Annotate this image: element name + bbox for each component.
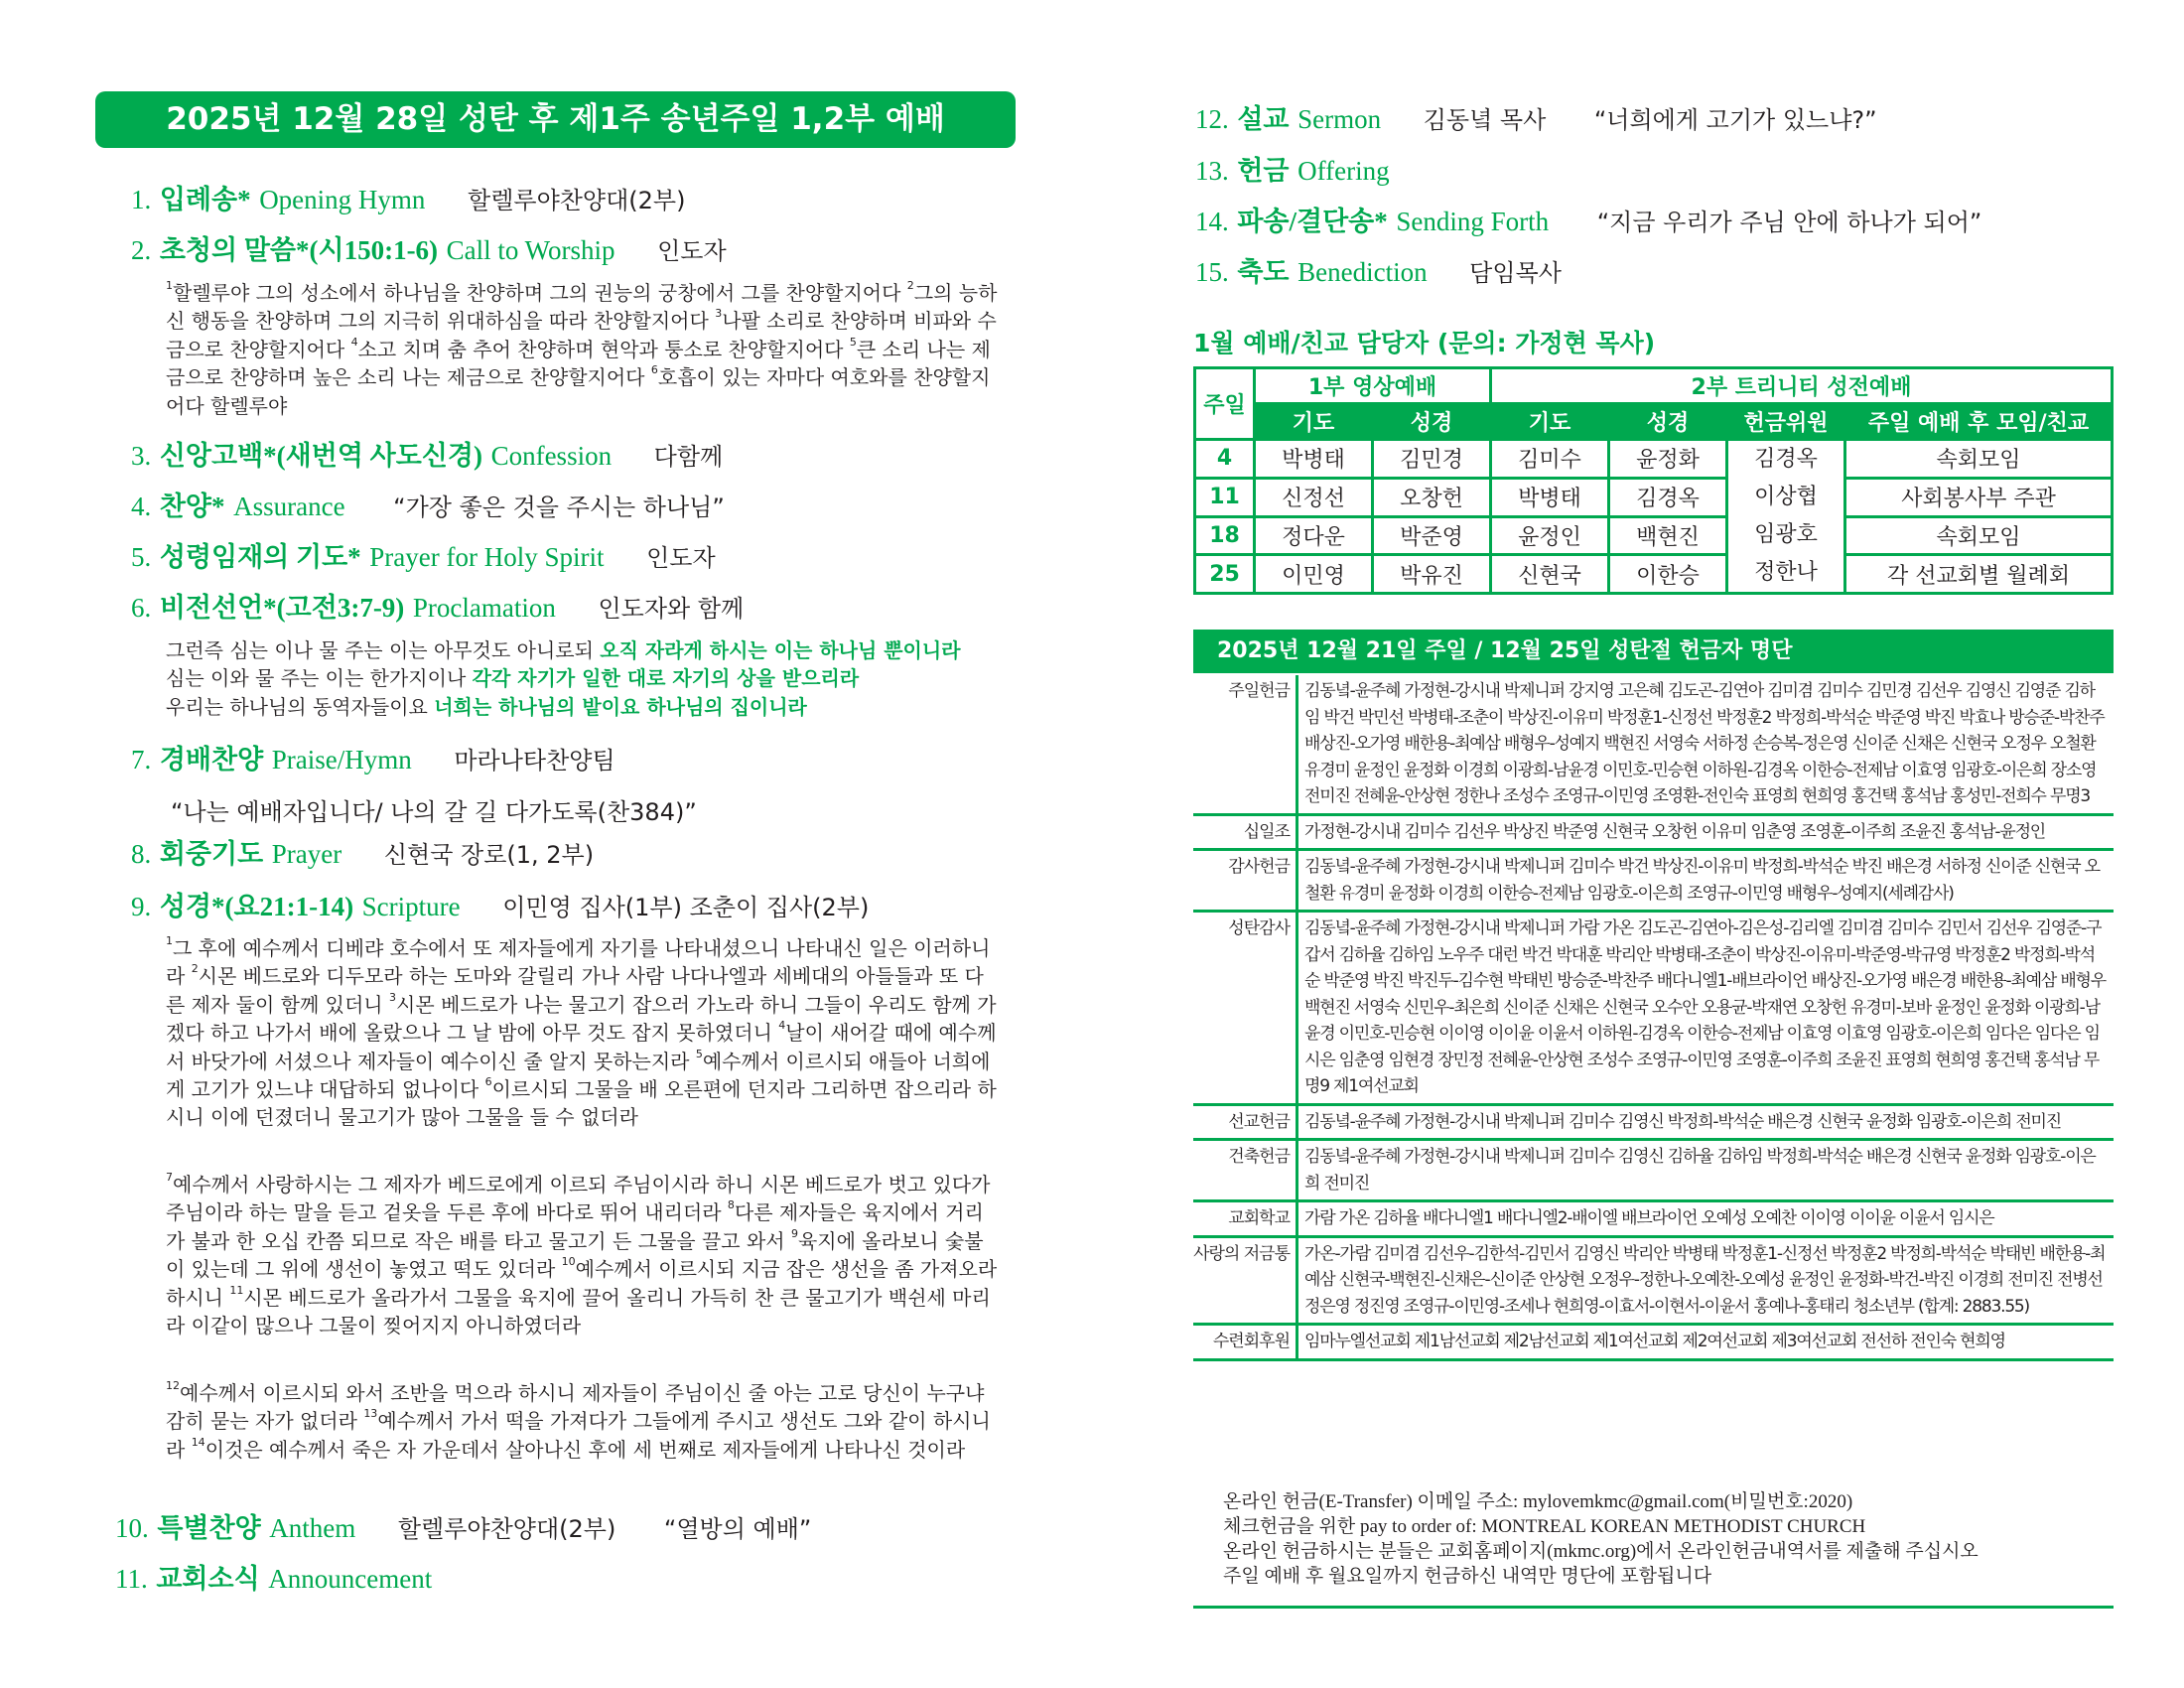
donor-category: 건축헌금 (1193, 1141, 1298, 1199)
scripture-paragraph (166, 1171, 1000, 1339)
verse-number: 1 (166, 279, 173, 292)
cell: 이한승 (1609, 555, 1727, 594)
verse-text: 이것은 예수께서 죽은 자 가운데서 살아나신 후에 세 번째로 제자들에게 나타나신 것이라 (205, 1437, 966, 1462)
item-title-en: Benediction (1297, 257, 1428, 287)
verse-text: 호흡이 있는 자마다 여호와를 찬양할지어다 할렐루야 (166, 365, 991, 418)
week-cell: 4 (1195, 440, 1255, 479)
cell: 이민영 (1255, 555, 1373, 594)
verse-text: 이르시되 그물을 배 오른편에 던지라 그리하면 잡으리라 하시니 이에 던졌더니 물고기가 많아 그물을 들 수 없더라 (166, 1077, 997, 1130)
verse-text: 예수께서 이르시되 와서 조반을 먹으라 하시니 제자들이 주님이신 줄 아는 고로 당신이 누구냐 감히 묻는 자가 없더라 (166, 1381, 985, 1434)
item-title-en: Prayer (271, 839, 342, 869)
verse-text: 예수께서 이르시되 애들아 너희에게 고기가 있느냐 대답하되 없나이다 (166, 1049, 991, 1102)
proclamation-line (166, 636, 1000, 664)
item-number: 11. (115, 1564, 148, 1594)
item-number: 15. (1195, 257, 1229, 287)
item-leader: 할렐루야찬양대(2부) (397, 1515, 616, 1543)
cell: 사회봉사부 주관 (1845, 478, 2113, 516)
order-item-benediction (1195, 255, 1562, 290)
verse-text: 그 후에 예수께서 디베랴 호수에서 또 제자들에게 자기를 나타내셨으니 나타내신 일은 이러하니라 (166, 936, 991, 989)
verse-number: 9 (790, 1226, 798, 1240)
item-title: 설교 (1237, 104, 1290, 134)
verse-number: 10 (561, 1255, 576, 1269)
order-item-assurance (131, 490, 725, 524)
order-item-sermon (1195, 102, 1877, 137)
item-leader: 김동녘 목사 (1423, 106, 1547, 134)
sermon-title: “너희에게 고기가 있느냐?” (1593, 106, 1877, 134)
donor-row (1193, 913, 2114, 1106)
verse-text: 예수께서 이르시되 지금 잡은 생선을 좀 가져오라 하시니 (166, 1257, 998, 1310)
week-cell: 25 (1195, 555, 1255, 594)
table-row (1195, 516, 2113, 555)
proclamation-highlight: 오직 자라게 하시는 이는 하나님 뿐이니라 (600, 638, 961, 662)
order-item-announcement (115, 1562, 432, 1597)
verse-number: 12 (166, 1379, 180, 1392)
verse-text: 할렐루야 그의 성소에서 하나님을 찬양하며 그의 권능의 궁창에서 그를 찬양할지어다 (173, 281, 907, 305)
cell: 오창헌 (1373, 478, 1491, 516)
col-scripture-1: 성경 (1373, 404, 1491, 440)
proclamation-line (166, 693, 1000, 721)
proclamation-line (166, 664, 1000, 692)
verse-text: 시몬 베드로가 올라가서 그물을 육지에 끌어 올리니 가득히 찬 큰 물고기가 백쉰세 마리라 이같이 많으나 그물이 찢어지지 아니하였더라 (166, 1285, 991, 1338)
item-title: 회중기도 (159, 839, 264, 869)
cell: 박준영 (1373, 516, 1491, 555)
verse-number: 6 (650, 363, 658, 377)
verse-number: 13 (363, 1407, 378, 1421)
item-number: 2. (131, 235, 152, 265)
offering-committee-cell (1727, 440, 1845, 594)
e-transfer-info: 온라인 헌금(E-Transfer) 이메일 주소: mylovemkmc@gmail.com(비밀번호:2020) (1223, 1491, 1853, 1512)
cell: 정다운 (1255, 516, 1373, 555)
item-number: 10. (115, 1513, 149, 1543)
week-cell: 11 (1195, 478, 1255, 516)
verse-text: 예수께서 사랑하시는 그 제자가 베드로에게 이르되 주님이시라 하니 시몬 베드로가 벗고 있다가 주님이라 하는 말을 듣고 겉옷을 두른 후에 바다로 뛰어 내리더라 (166, 1173, 991, 1225)
item-title: 신앙고백*(새번역 사도신경) (159, 441, 482, 471)
order-item-confession (131, 439, 723, 474)
donor-row (1193, 1106, 2114, 1142)
cell: 박유진 (1373, 555, 1491, 594)
col-week: 주일 (1195, 368, 1255, 440)
item-title: 성경*(요21:1-14) (159, 892, 354, 921)
item-number: 9. (131, 892, 152, 921)
donor-category: 수련회후원 (1193, 1326, 1298, 1358)
item-number: 14. (1195, 207, 1229, 236)
col-offering-committee: 헌금위원 (1727, 404, 1845, 440)
item-leader: 다함께 (653, 443, 724, 471)
verse-text: 날이 새어갈 때에 예수께서 바닷가에 서셨으나 제자들이 예수이신 줄 알지 못하는지라 (166, 1021, 997, 1073)
donor-row (1193, 1202, 2114, 1238)
item-song-title: “열방의 예배” (663, 1515, 812, 1543)
order-item-prayer (131, 837, 594, 872)
scripture-paragraph (166, 1379, 1000, 1464)
item-leader: 담임목사 (1469, 259, 1562, 287)
deadline-note: 주일 예배 후 월요일까지 헌금하신 내역만 명단에 포함됩니다 (1223, 1566, 1712, 1587)
committee-member: 김경옥 (1754, 447, 1818, 472)
item-title-en: Prayer for Holy Spirit (369, 542, 605, 572)
online-offering-note: 온라인 헌금하시는 분들은 교회홈페이지(mkmc.org)에서 온라인헌금내역서를 제출해 주십시오 (1223, 1541, 1979, 1562)
proclamation-text (166, 636, 1000, 721)
call-to-worship-text (166, 279, 1000, 420)
verse-text: 나팔 소리로 찬양하며 비파와 수금으로 찬양할지어다 (166, 309, 997, 361)
committee-member: 정한나 (1754, 560, 1818, 585)
item-leader: 이민영 집사(1부) 조춘이 집사(2부) (502, 894, 870, 921)
verse-number: 4 (778, 1019, 786, 1033)
item-title-en: Scripture (361, 892, 461, 921)
verse-text: 소고 치며 춤 추어 찬양하며 현악과 퉁소로 찬양할지어다 (357, 337, 850, 361)
table-row (1195, 555, 2113, 594)
donor-names: 김동녘-윤주혜 가정현-강시내 박제니퍼 강지영 고은혜 김도곤-김연아 김미겸 김미수 김민경 김선우 김영신 김영준 김하임 박건 박민선 박병태-조춘이 박상진-이유미 박정훈1-신정선 박정훈2 박정희-박석순 박준영 박진 박효나 방승준-박찬주 배상진-오가영 배한용-최예삼 배형우-성예지 백현진 서영숙 서하정 손승복-정은영 신이준 신채은 신현국 오정우 오철환 유경미 윤정인 윤정화 이경희 이광희-남윤경 이민호-민승현 이하원-김경옥 이한승-전제남 이효영 임광호-이은희 장소영 전미진 전혜윤-안상현 정한나 조성수 조영규-이민영 조영환-전인숙 표영희 현희영 홍건택 홍석남 홍성민-전희수 무명3 (1304, 681, 2105, 806)
donor-names: 김동녘-윤주혜 가정현-강시내 박제니퍼 김미수 박건 박상진-이유미 박정희-박석순 박진 배은경 서하정 신이준 신현국 오철환 유경미 윤정화 이경희 이한승-전제남 임광호-이은희 조영규-이민영 배형우-성예지(세례감사) (1304, 857, 2100, 904)
item-number: 7. (131, 745, 152, 774)
order-item-proclamation (131, 591, 744, 626)
verse-text: 육지에 올라보니 숯불이 있는데 그 위에 생선이 놓였고 떡도 있더라 (166, 1228, 984, 1282)
verse-number: 5 (849, 335, 857, 349)
item-title-en: Praise/Hymn (271, 745, 412, 774)
table-row (1195, 440, 2113, 479)
verse-number: 2 (906, 279, 914, 292)
item-title-en: Opening Hymn (259, 185, 426, 214)
item-number: 12. (1195, 104, 1229, 134)
col-prayer-1: 기도 (1255, 404, 1373, 440)
donor-names: 가람 가온 김하율 배다니엘1 배다니엘2-배이엘 배브라이언 오예성 오예찬 이이영 이이윤 이윤서 임시은 (1304, 1208, 1994, 1228)
week-cell: 18 (1195, 516, 1255, 555)
group-1st-service: 1부 영상예배 (1255, 368, 1491, 404)
order-item-offering (1195, 154, 1390, 189)
item-title: 성령임재의 기도* (159, 542, 361, 572)
item-title: 헌금 (1237, 156, 1290, 186)
cell: 각 선교회별 월례회 (1845, 555, 2113, 594)
proclamation-plain: 심는 이와 물 주는 이는 한가지이나 (166, 666, 473, 691)
order-item-sending-forth (1195, 205, 1981, 239)
item-number: 6. (131, 593, 152, 623)
item-title-en: Sermon (1297, 104, 1382, 134)
donor-names: 가정현-강시내 김미수 김선우 박상진 박준영 신현국 오창헌 이유미 임춘영 조영훈-이주희 조윤진 홍석남-윤정인 (1304, 821, 2046, 842)
verse-number: 5 (695, 1047, 703, 1060)
cell: 윤정화 (1609, 440, 1727, 479)
donor-row (1193, 675, 2114, 816)
cell: 속회모임 (1845, 516, 2113, 555)
item-song-title: “지금 우리가 주님 안에 하나가 되어” (1596, 209, 1982, 236)
item-title-en: Proclamation (412, 593, 556, 623)
item-title: 경배찬양 (159, 745, 264, 774)
verse-number: 11 (229, 1283, 244, 1297)
cell: 김경옥 (1609, 478, 1727, 516)
verse-text: 다른 제자들은 육지에서 거리가 불과 한 오십 칸쯤 되므로 작은 배를 타고 물고기 든 그물을 끌고 와서 (166, 1200, 984, 1253)
item-title-en: Anthem (269, 1513, 356, 1543)
scripture-paragraph (166, 934, 1000, 1132)
item-song-title: “가장 좋은 것을 주시는 하나님” (393, 493, 725, 521)
item-title: 교회소식 (156, 1564, 260, 1594)
verse-number: 1 (166, 934, 173, 947)
order-item-scripture (131, 890, 869, 924)
item-number: 4. (131, 492, 152, 521)
verse-text: 그의 능하신 행동을 찬양하며 그의 지극히 위대하심을 따라 찬양할지어다 (166, 281, 998, 334)
schedule-title: 1월 예배/친교 담당자 (문의: 가정현 목사) (1193, 329, 1656, 357)
donor-row (1193, 1326, 2114, 1361)
item-number: 13. (1195, 156, 1229, 186)
donor-category: 선교헌금 (1193, 1106, 1298, 1139)
cell: 김미수 (1491, 440, 1609, 479)
item-title: 비전선언*(고전3:7-9) (159, 593, 405, 623)
item-title: 특별찬양 (157, 1513, 261, 1543)
divider (1193, 1606, 2114, 1609)
cell: 김민경 (1373, 440, 1491, 479)
proclamation-highlight: 너희는 하나님의 밭이요 하나님의 집이니라 (434, 694, 807, 719)
donor-names: 김동녘-윤주혜 가정현-강시내 박제니퍼 가람 가온 김도곤-김연아-김은성-김리엘 김미겸 김미수 김민서 김선우 김영준-구갑서 김하율 김하임 노우주 대런 박건 박대훈 박리안 박병태-조춘이 박상진-이유미-박준영-박규영 박정훈2 박정희-박석순 박준영 박진 박진두-김수현 박태빈 방승준-박찬주 배다니엘1-배브라이언 배상진-오가영 배은경 배한용-최예삼 배형우 백현진 서영숙 신민우-최은희 신이준 신채은 신현국 오수안 오용균-박재연 오창헌 유경미-보바 윤정인 윤정화 이광희-남윤경 이민호-민승현 이이영 이이윤 이윤서 이하원-김경옥 이한승-전제남 이효영 이효영 임광호-이은희 임다은 임다은 임시은 임춘영 임현경 장민정 전혜윤-안상현 조성수 조영규-이민영 조영훈-이주희 조윤진 표영희 현희영 홍건택 홍석남 무명9 제1여선교회 (1304, 918, 2106, 1096)
committee-member: 임광호 (1754, 522, 1818, 547)
donor-category: 감사헌금 (1193, 851, 1298, 910)
order-item-praise (131, 743, 615, 777)
table-row (1195, 478, 2113, 516)
verse-text: 큰 소리 나는 제금으로 찬양하며 높은 소리 나는 제금으로 찬양할지어다 (166, 337, 991, 390)
item-title-en: Sending Forth (1396, 207, 1550, 236)
order-item-opening-hymn (131, 183, 685, 217)
cell: 박병태 (1255, 440, 1373, 479)
item-leader: 신현국 장로(1, 2부) (383, 841, 595, 869)
proclamation-plain: 그런즉 심는 이나 물 주는 이는 아무것도 아니로되 (166, 638, 601, 662)
cell: 박병태 (1491, 478, 1609, 516)
donor-list-header: 2025년 12월 21일 주일 / 12월 25일 성탄절 헌금자 명단 (1193, 630, 2114, 673)
donor-names: 임마누엘선교회 제1남선교회 제2남선교회 제1여선교회 제2여선교회 제3여선교회 전선하 전인숙 현희영 (1304, 1332, 2005, 1351)
item-title-en: Assurance (233, 492, 345, 521)
item-leader: 마라나타찬양팀 (454, 747, 615, 774)
donor-names: 김동녘-윤주혜 가정현-강시내 박제니퍼 김미수 김영신 박정희-박석순 배은경 신현국 윤정화 임광호-이은희 전미진 (1304, 1111, 2061, 1132)
item-title-en: Confession (490, 441, 613, 471)
item-leader: 인도자와 함께 (598, 595, 745, 623)
cell: 백현진 (1609, 516, 1727, 555)
verse-number: 3 (389, 990, 396, 1004)
item-number: 8. (131, 839, 152, 869)
item-title-en: Call to Worship (446, 235, 615, 265)
item-title-en: Offering (1297, 156, 1390, 186)
order-item-anthem (115, 1511, 811, 1546)
cell: 신정선 (1255, 478, 1373, 516)
cheque-info: 체크헌금을 위한 pay to order of: MONTREAL KOREAN METHODIST CHURCH (1223, 1516, 1866, 1537)
donor-row (1193, 1141, 2114, 1202)
donor-category: 사랑의 저금통 (1193, 1238, 1298, 1324)
col-scripture-2: 성경 (1609, 404, 1727, 440)
item-title: 파송/결단송* (1237, 207, 1388, 236)
verse-number: 4 (350, 335, 358, 349)
verse-text: 시몬 베드로가 나는 물고기 잡으러 가노라 하니 그들이 우리도 함께 가겠다 하고 나가서 배에 올랐으나 그 날 밤에 아무 것도 잡지 못하였더니 (166, 992, 997, 1046)
col-fellowship: 주일 예배 후 모임/친교 (1845, 404, 2113, 440)
verse-text: 예수께서 가서 떡을 가져다가 그들에게 주시고 생선도 그와 같이 하시니라 (166, 1409, 991, 1462)
item-leader: 인도자 (657, 237, 727, 265)
donor-list (1193, 675, 2114, 1361)
item-title: 입례송* (159, 185, 251, 214)
verse-number: 14 (191, 1435, 205, 1449)
group-2nd-service: 2부 트리니티 성전예배 (1491, 368, 2113, 404)
order-item-prayer-holy-spirit (131, 540, 716, 575)
proclamation-highlight: 각각 자기가 일한 대로 자기의 상을 받으리라 (472, 666, 860, 691)
donor-category: 교회학교 (1193, 1202, 1298, 1235)
schedule-table (1193, 366, 2114, 595)
cell: 속회모임 (1845, 440, 2113, 479)
donor-category: 십일조 (1193, 816, 1298, 849)
donor-row (1193, 816, 2114, 852)
item-title: 축도 (1237, 257, 1290, 287)
verse-number: 7 (166, 1171, 173, 1184)
verse-number: 3 (715, 307, 723, 321)
proclamation-plain: 우리는 하나님의 동역자들이요 (166, 694, 435, 719)
donor-names: 가온-가람 김미겸 김선우-김한석-김민서 김영신 박리안 박병태 박정훈1-신정선 박정훈2 박정희-박석순 박태빈 배한용-최예삼 신현국-백현진-신채은-신이준 안상현 오정우-정한나-오예찬-오예성 윤정인 윤정화-박건-박진 이경희 전미진 전병선 정은영 정진영 조영규-이민영-조세나 현희영-이효서-이현서-이윤서 홍예나-홍태리 청소년부 (합계: 2883.55) (1304, 1243, 2106, 1317)
item-title: 찬양* (159, 492, 225, 521)
donor-category: 성탄감사 (1193, 913, 1298, 1103)
verse-number: 6 (484, 1075, 492, 1089)
service-title-banner: 2025년 12월 28일 성탄 후 제1주 송년주일 1,2부 예배 (95, 91, 1016, 148)
col-prayer-2: 기도 (1491, 404, 1609, 440)
item-leader: 인도자 (646, 544, 716, 572)
item-number: 3. (131, 441, 152, 471)
donor-category: 주일헌금 (1193, 675, 1298, 813)
donor-row (1193, 1238, 2114, 1327)
praise-song-titles: “나는 예배자입니다/ 나의 갈 길 다가도록(찬384)” (171, 798, 697, 826)
order-item-call-to-worship (131, 233, 727, 268)
item-number: 1. (131, 185, 152, 214)
cell: 윤정인 (1491, 516, 1609, 555)
offering-info (1223, 1489, 2097, 1589)
item-leader: 할렐루야찬양대(2부) (468, 187, 686, 214)
donor-names: 김동녘-윤주혜 가정현-강시내 박제니퍼 김미수 김영신 김하율 김하임 박정희-박석순 배은경 신현국 윤정화 임광호-이은희 전미진 (1304, 1147, 2096, 1194)
cell: 신현국 (1491, 555, 1609, 594)
verse-number: 2 (191, 962, 199, 976)
verse-text: 시몬 베드로와 디두모라 하는 도마와 갈릴리 가나 사람 나다나엘과 세베대의 아들들과 또 다른 제자 둘이 함께 있더니 (166, 964, 984, 1017)
item-number: 5. (131, 542, 152, 572)
item-title-en: Announcement (268, 1564, 433, 1594)
verse-number: 8 (727, 1198, 735, 1212)
item-title: 초청의 말씀*(시150:1-6) (159, 235, 439, 265)
committee-member: 이상협 (1754, 485, 1818, 509)
donor-row (1193, 851, 2114, 913)
